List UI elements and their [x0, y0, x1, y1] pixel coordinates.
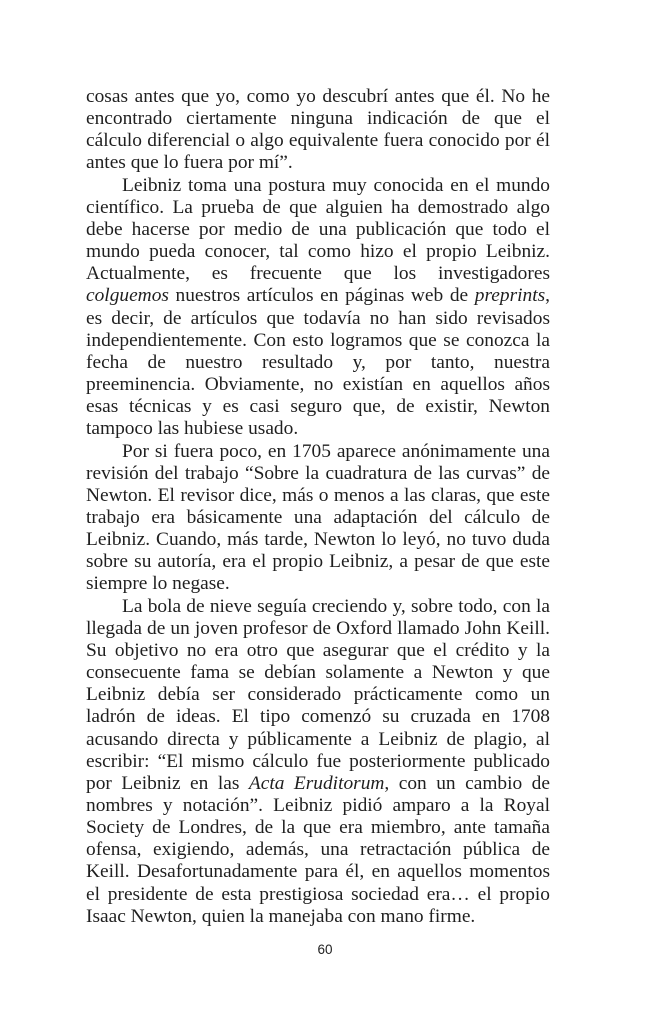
page-body — [86, 86, 550, 928]
paragraph-3 — [86, 441, 550, 596]
paragraph-4 — [86, 596, 550, 928]
italic-term: Acta Eruditorum — [248, 772, 385, 794]
text-run: nuestros artículos en páginas web de — [168, 285, 475, 307]
text-run: Leibniz toma una postura muy conocida en el mundo científico. La prueba de que alguien ha demostrado algo debe hacerse por medio de una publicación que todo el mundo pueda conocer, tal como hizo el propio Leibniz. Actualmente, es frecuente que los investigadores — [86, 174, 550, 285]
text-run: cosas antes que yo, como yo descubrí antes que él. No he encontrado ciertamente ninguna indicación de que el cálculo diferencial o algo equivalente fuera conocido por él antes que lo fuera por mí”. — [86, 86, 550, 174]
paragraph-2 — [86, 175, 550, 441]
text-run: Por si fuera poco, en 1705 aparece anónimamente una revisión del trabajo “Sobre la cuadratura de las curvas” de Newton. El revisor dice, más o menos a las claras, que este trabajo era básicamente una adaptación del cálculo de Leibniz. Cuando, más tarde, Newton lo leyó, no tuvo duda sobre su autoría, era el propio Leibniz, a pesar de que este siempre lo negase. — [86, 440, 550, 595]
italic-term: preprints — [474, 285, 546, 307]
text-run: , con un cambio de nombres y notación”. Leibniz pidió amparo a la Royal Society de Londres, de la que era miembro, ante tamaña ofensa, exigiendo, además, una retractación pública de Keill. Desafortunadamente para él, en aquellos momentos el presidente de esta prestigiosa sociedad era… el propio Isaac Newton, quien la manejaba con mano firme. — [86, 772, 550, 927]
italic-term: colguemos — [86, 285, 169, 307]
paragraph-1 — [86, 86, 550, 175]
text-run: , es decir, de artículos que todavía no han sido revisados independientemente. Con esto logramos que se conozca la fecha de nuestro resultado y, por tanto, nuestra preeminencia. Obviamente, no existían en aquellos años esas técnicas y es casi seguro que, de existir, Newton tampoco las hubiese usado. — [86, 285, 550, 440]
page-number: 60 — [317, 942, 333, 957]
text-run: La bola de nieve seguía creciendo y, sobre todo, con la llegada de un joven profesor de Oxford llamado John Keill. Su objetivo no era otro que asegurar que el crédito y la consecuente fama se debían solamente a Newton y que Leibniz debía ser considerado prácticamente como un ladrón de ideas. El tipo comenzó su cruzada en 1708 acusando directa y públicamente a Leibniz de plagio, al escribir: “El mismo cálculo fue posteriormente publicado por Leibniz en las — [86, 595, 550, 794]
